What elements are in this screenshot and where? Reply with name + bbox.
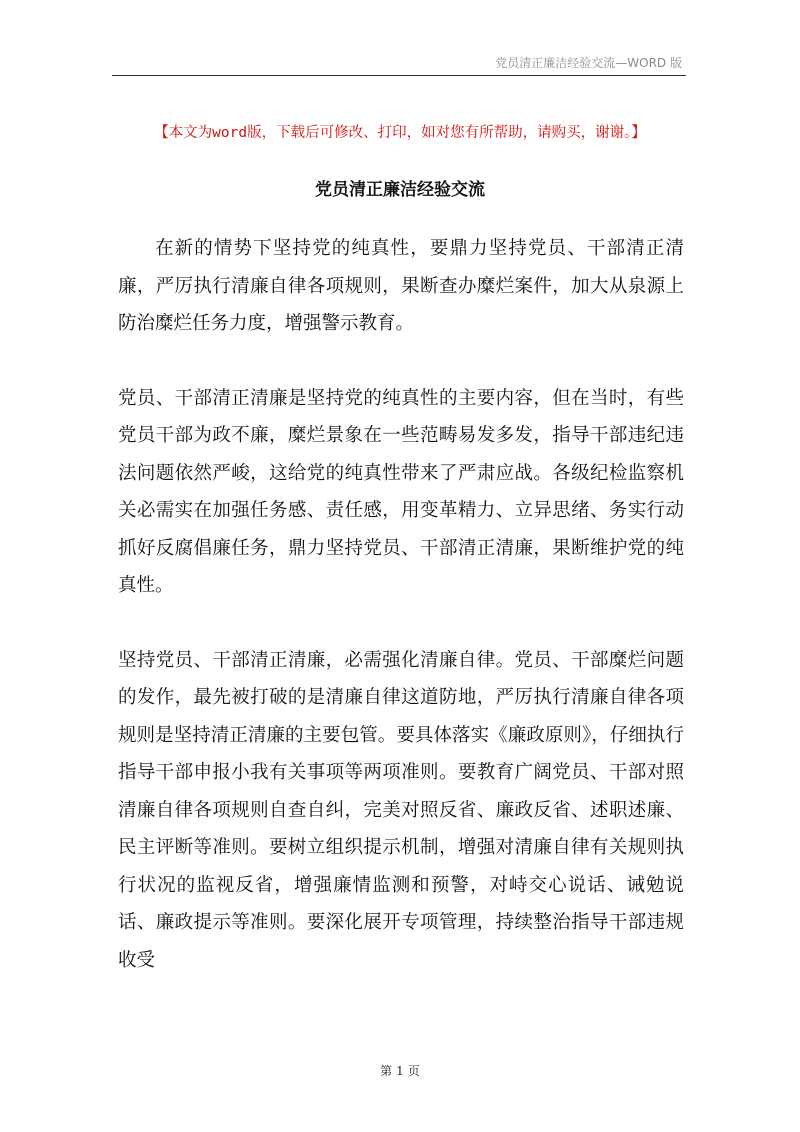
running-header: 党员清正廉洁经验交流—WORD 版 xyxy=(495,56,682,70)
document-body xyxy=(118,230,684,979)
footer-suffix: 页 xyxy=(407,1064,420,1078)
header-divider xyxy=(112,75,686,76)
paragraph-2: 党员、干部清正清廉是坚持党的纯真性的主要内容，但在当时，有些党员干部为政不廉，糜烂景象在一些范畴易发多发，指导干部违纪违法问题依然严峻，这给党的纯真性带来了严肃应战。各级纪检监察机关必需实在加强任务感、责任感，用变革精力、立异思绪、务实行动抓好反腐倡廉任务，鼎力坚持党员、干部清正清廉，果断维护党的纯真性。 xyxy=(118,387,684,596)
download-notice: 【本文为word版，下载后可修改、打印，如对您有所帮助，请购买，谢谢。】 xyxy=(154,125,646,141)
paragraph-spacer xyxy=(118,605,684,642)
document-title: 党员清正廉洁经验交流 xyxy=(315,180,485,200)
page-footer xyxy=(0,1062,800,1079)
paragraph-3: 坚持党员、干部清正清廉，必需强化清廉自律。党员、干部糜烂问题的发作，最先被打破的是清廉自律这道防地，严厉执行清廉自律各项规则是坚持清正清廉的主要包管。要具体落实《廉政原则》，仔细执行指导干部申报小我有关事项等两项准则。要教育广阔党员、干部对照清廉自律各项规则自查自纠，完美对照反省、廉政反省、述职述廉、民主评断等准则。要树立组织提示机制，增强对清廉自律有关规则执行状况的监视反省，增强廉情监测和预警，对峙交心说话、诫勉说话、廉政提示等准则。要深化展开专项管理，持续整治指导干部违规收受 xyxy=(118,649,684,971)
paragraph-spacer xyxy=(118,343,684,380)
paragraph-1: 在新的情势下坚持党的纯真性，要鼎力坚持党员、干部清正清廉，严厉执行清廉自律各项规则，果断查办糜烂案件，加大从泉源上防治糜烂任务力度，增强警示教育。 xyxy=(118,238,684,334)
footer-prefix: 第 xyxy=(380,1064,393,1078)
page-number: 1 xyxy=(396,1064,404,1078)
